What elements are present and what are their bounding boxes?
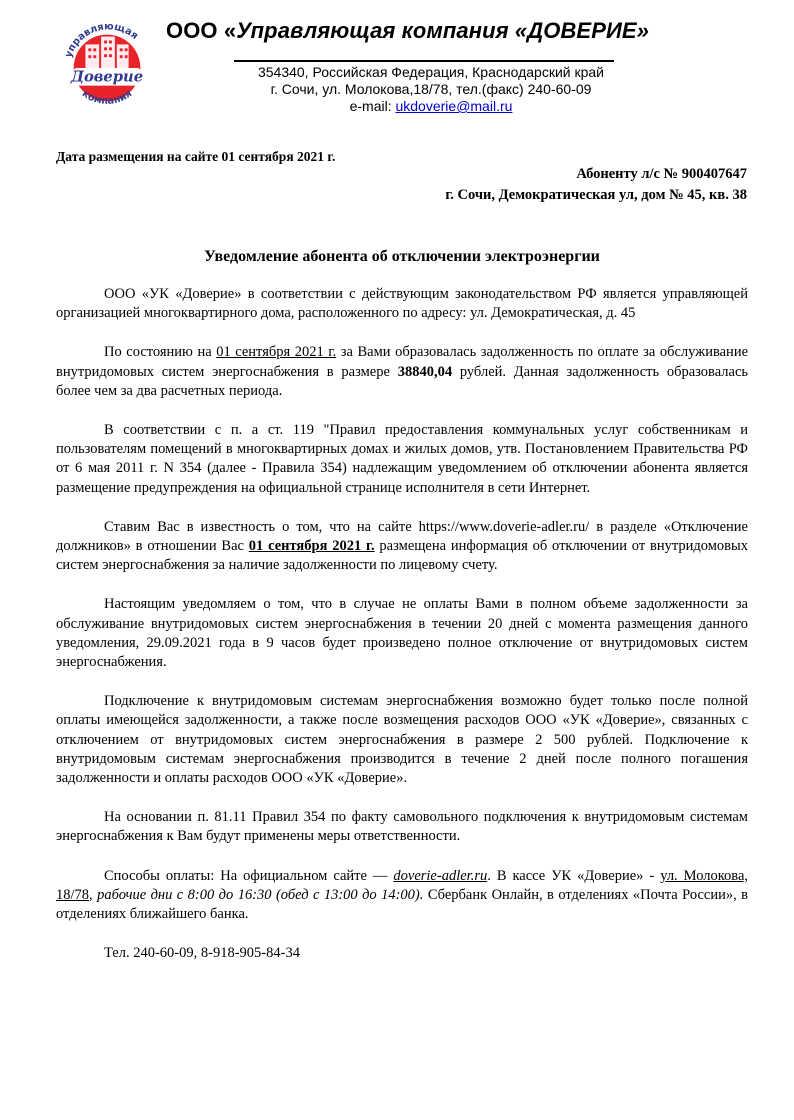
contact-phones: Тел. 240-60-09, 8-918-905-84-34 bbox=[104, 945, 300, 962]
recipient-account: Абоненту л/с № 900407647 bbox=[576, 166, 747, 182]
email-link[interactable]: ukdoverie@mail.ru bbox=[395, 98, 513, 114]
notice-title: Уведомление абонента об отключении электроэнергии bbox=[204, 248, 600, 265]
company-name: ООО «Управляющая компания «ДОВЕРИЕ» bbox=[166, 18, 650, 43]
svg-text:управляющая: управляющая bbox=[63, 21, 140, 60]
svg-text:компания: компания bbox=[79, 88, 135, 107]
debt-amount: 38840,04 bbox=[397, 363, 453, 380]
email-line: e-mail: ukdoverie@mail.ru bbox=[349, 98, 513, 114]
address-line-2: г. Сочи, ул. Молокова,18/78, тел.(факс) 240-60-09 bbox=[270, 81, 592, 97]
publication-date: Дата размещения на сайте 01 сентября 2021 г. bbox=[56, 149, 336, 164]
paragraph-8: Способы оплаты: На официальном сайте — doverie-adler.ru. В кассе УК «Доверие» - ул. Молокова, 18/78, рабочие дни с 8:00 до 16:30 (обед с 13:00 до 14:00). Сбербанк Онлайн, в отделениях «Почта России», в отделениях ближайшего банка. bbox=[56, 867, 749, 923]
notice-body bbox=[56, 285, 748, 983]
payment-site-link[interactable]: doverie-adler.ru bbox=[393, 867, 488, 884]
paragraph-6: Подключение к внутридомовым системам энергоснабжения возможно будет только после полной оплаты имеющейся задолженности, а также после возмещения расходов ООО «УК «Доверие», связанных с отключением от внутридомовых систем энергоснабжения в размере 2 500 рублей. Подключение к внутридомовым системам энергоснабжения производится в течение 2 дней после полного погашения задолженности и оплаты расходов ООО «УК «Доверие». bbox=[56, 693, 748, 787]
paragraph-7: На основании п. 81.11 Правил 354 по факту самовольного подключения к внутридомовым системам энергоснабжения к Вам будут применены меры ответственности. bbox=[56, 809, 748, 845]
paragraph-2: По состоянию на 01 сентября 2021 г. за Вами образовалась задолженность по оплате за обслуживание внутридомовых систем энергоснабжения в размере 38840,04 рублей. Данная задолженность образовалась более чем за два расчетных периода. bbox=[56, 344, 749, 399]
recipient-address: г. Сочи, Демократическая ул, дом № 45, кв. 38 bbox=[445, 187, 747, 203]
paragraph-5: Настоящим уведомляем о том, что в случае не оплаты Вами в полном объеме задолженности за обслуживание внутридомовых систем энергоснабжения в течении 20 дней с момента размещения данного уведомления, 29.09.2021 года в 9 часов будет произведено полное отключение от внутридомовых систем энергоснабжения. bbox=[56, 596, 748, 671]
header-divider bbox=[234, 60, 614, 62]
address-line-1: 354340, Российская Федерация, Краснодарский край bbox=[257, 64, 605, 80]
company-logo bbox=[56, 14, 158, 118]
logo-brand-text: Доверие bbox=[70, 68, 144, 86]
paragraph-1: ООО «УК «Доверие» в соответствии с действующим законодательством РФ является управляющей организацией многоквартирного дома, расположенного по адресу: ул. Демократическая, д. 45 bbox=[56, 286, 748, 322]
paragraph-4: Ставим Вас в известность о том, что на сайте https://www.doverie-adler.ru/ в разделе «Отключение должников» в отношении Вас 01 сентября 2021 г. размещена информация об отключении от внутридомовых систем энергоснабжения за наличие задолженности по лицевому счету. bbox=[56, 518, 748, 574]
paragraph-3: В соответствии с п. а ст. 119 "Правил предоставления коммунальных услуг собственникам и пользователям помещений в многоквартирных домах и жилых домов, утв. Постановлением Правительства РФ от 6 мая 2011 г. N 354 (далее - Правила 354) надлежащим уведомлением об отключении абонента является размещение предупреждения на официальной странице исполнителя в сети Интернет. bbox=[56, 422, 748, 496]
